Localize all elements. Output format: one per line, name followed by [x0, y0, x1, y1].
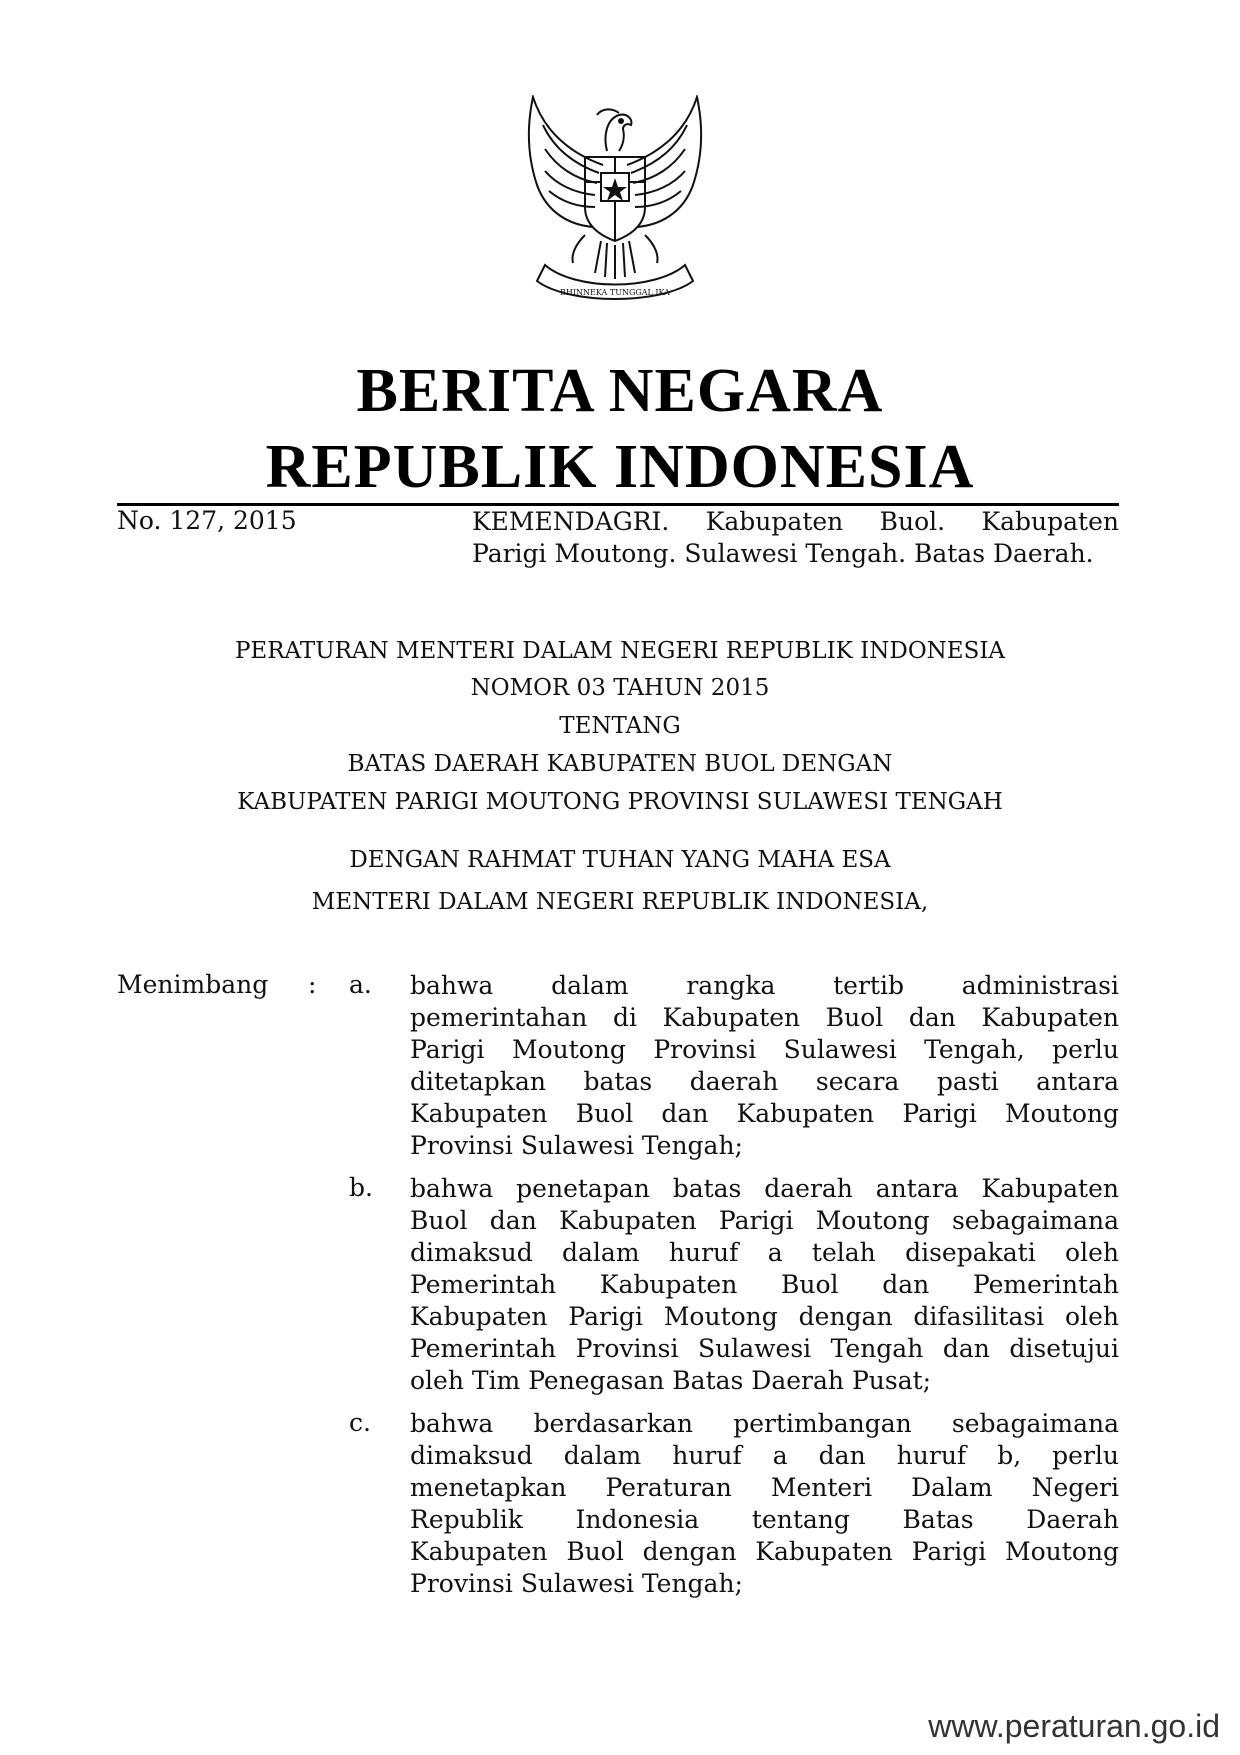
consideration-line: bahwa dalam rangka tertib administrasi: [410, 971, 1119, 1000]
header-title-line1: BERITA NEGARA: [356, 357, 884, 425]
regulation-subject-line1: BATAS DAERAH KABUPATEN BUOL DENGAN: [347, 751, 893, 777]
item-letter-c: c.: [349, 1408, 371, 1437]
consideration-line: bahwa berdasarkan pertimbangan sebagaimana: [410, 1409, 1119, 1438]
consideration-line: Pemerintah Kabupaten Buol dan Pemerintah: [410, 1270, 1119, 1299]
regulation-title: PERATURAN MENTERI DALAM NEGERI REPUBLIK INDONESIA: [234, 638, 1006, 664]
consideration-line: Provinsi Sulawesi Tengah;: [410, 1131, 743, 1160]
consideration-b: [410, 1173, 1119, 1397]
consideration-line: pemerintahan di Kabupaten Buol dan Kabupaten: [410, 1003, 1119, 1032]
gazette-keywords: [472, 506, 1119, 570]
preamble-rahmat: DENGAN RAHMAT TUHAN YANG MAHA ESA: [349, 847, 891, 873]
garuda-emblem-icon: [515, 95, 715, 310]
consideration-line: menetapkan Peraturan Menteri Dalam Negeri: [410, 1473, 1119, 1502]
consideration-a: [410, 970, 1119, 1162]
item-letter-a: a.: [349, 970, 372, 999]
regulation-tentang: TENTANG: [559, 713, 681, 739]
consideration-line: oleh Tim Penegasan Batas Daerah Pusat;: [410, 1366, 932, 1395]
regulation-number: NOMOR 03 TAHUN 2015: [470, 675, 770, 701]
menimbang-colon: :: [308, 970, 317, 999]
consideration-line: Kabupaten Buol dan Kabupaten Parigi Moutong: [410, 1099, 1119, 1128]
gazette-number: No. 127, 2015: [117, 506, 297, 535]
consideration-line: Pemerintah Provinsi Sulawesi Tengah dan disetujui: [410, 1334, 1119, 1363]
consideration-line: dimaksud dalam huruf a telah disepakati oleh: [410, 1238, 1119, 1267]
consideration-line: dimaksud dalam huruf a dan huruf b, perlu: [410, 1441, 1119, 1470]
regulation-subject-line2: KABUPATEN PARIGI MOUTONG PROVINSI SULAWESI TENGAH: [237, 789, 1003, 815]
preamble-minister: MENTERI DALAM NEGERI REPUBLIK INDONESIA,: [311, 889, 929, 915]
consideration-c: [410, 1408, 1119, 1600]
consideration-line: Republik Indonesia tentang Batas Daerah: [410, 1505, 1119, 1534]
consideration-line: Parigi Moutong Provinsi Sulawesi Tengah, perlu: [410, 1035, 1119, 1064]
header-title-line2: REPUBLIK INDONESIA: [265, 433, 975, 501]
consideration-line: Kabupaten Buol dengan Kabupaten Parigi Moutong: [410, 1537, 1119, 1566]
item-letter-b: b.: [349, 1173, 373, 1202]
consideration-line: Provinsi Sulawesi Tengah;: [410, 1569, 743, 1598]
consideration-line: ditetapkan batas daerah secara pasti antara: [410, 1067, 1119, 1096]
menimbang-label: Menimbang: [117, 970, 269, 999]
emblem-motto: BHINNEKA TUNGGAL IKA: [560, 288, 670, 297]
consideration-line: bahwa penetapan batas daerah antara Kabupaten: [410, 1174, 1119, 1203]
keywords-line1: KEMENDAGRI. Kabupaten Buol. Kabupaten: [472, 507, 1119, 536]
consideration-line: Kabupaten Parigi Moutong dengan difasilitasi oleh: [410, 1302, 1119, 1331]
keywords-line2: Parigi Moutong. Sulawesi Tengah. Batas Daerah.: [472, 539, 1094, 568]
consideration-line: Buol dan Kabupaten Parigi Moutong sebagaimana: [410, 1206, 1119, 1235]
footer-website-link[interactable]: www.peraturan.go.id: [928, 1708, 1220, 1744]
